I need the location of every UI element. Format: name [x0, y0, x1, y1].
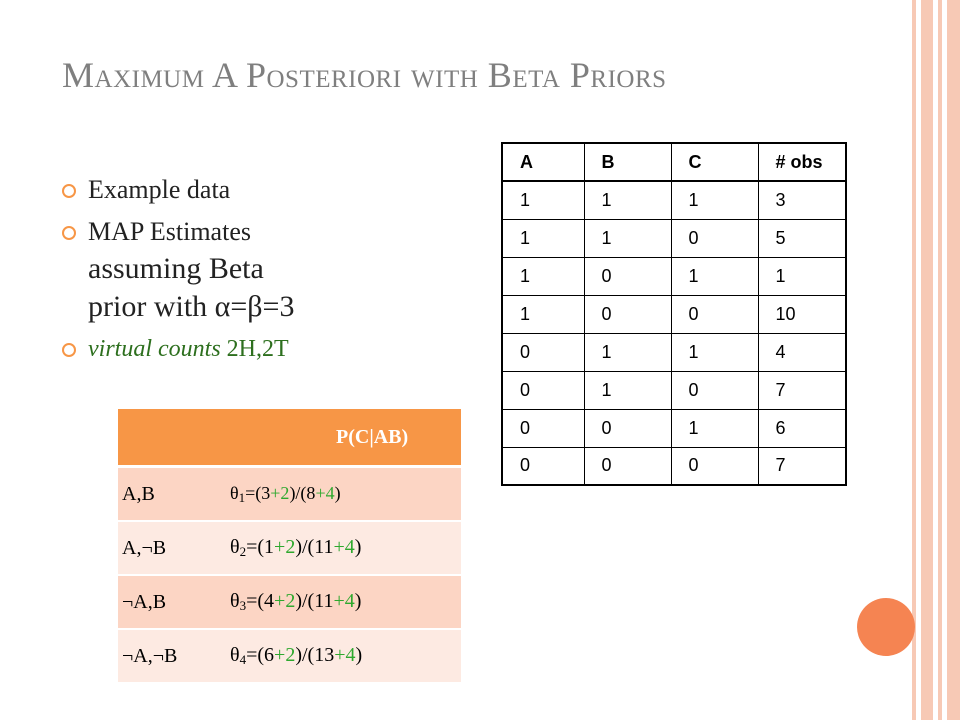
table-cell: 0 — [584, 257, 671, 295]
bullet-text: assuming Beta — [88, 252, 264, 285]
table-row — [502, 181, 846, 219]
table-cell: 1 — [584, 333, 671, 371]
stripe — [912, 0, 916, 720]
table-row — [502, 295, 846, 333]
virtual-count-text: +4 — [333, 590, 355, 612]
table-row — [502, 333, 846, 371]
table-cell: 0 — [671, 295, 758, 333]
theta-subscript: 2 — [239, 544, 247, 559]
table-cell: 0 — [671, 447, 758, 485]
bullet-virtual-counts — [62, 332, 442, 366]
theta-subscript: 3 — [239, 598, 247, 613]
stripe — [947, 0, 960, 720]
estimate-text: =(3 — [245, 482, 271, 503]
estimate-cell — [226, 521, 461, 575]
table-cell: 1 — [584, 181, 671, 219]
table-row — [502, 371, 846, 409]
theta-subscript: 4 — [239, 652, 247, 667]
estimate-text: =(4 — [246, 590, 275, 612]
decorative-stripes — [912, 0, 960, 720]
theta-subscript: 1 — [238, 489, 246, 505]
slide-title: Maximum A Posteriori with Beta Priors — [62, 55, 667, 95]
bullet-text: prior with α=β=3 — [88, 290, 295, 323]
table-cell: 0 — [502, 333, 584, 371]
table-cell: 0 — [502, 447, 584, 485]
table-cell: 7 — [758, 447, 846, 485]
table-row — [118, 467, 461, 522]
table-cell: 0 — [584, 409, 671, 447]
theta-estimates-table — [118, 409, 461, 684]
table-cell: 0 — [502, 409, 584, 447]
condition-cell: A,¬B — [118, 521, 226, 575]
table-cell: 1 — [502, 181, 584, 219]
estimate-text: ) — [354, 536, 362, 558]
theta-symbol: θ — [230, 644, 240, 666]
estimate-text: )/(13 — [295, 644, 335, 666]
bullet-icon — [62, 184, 76, 198]
bullet-text: Example data — [88, 175, 231, 204]
observations-table — [501, 142, 847, 486]
table-cell: 5 — [758, 219, 846, 257]
stripe — [938, 0, 942, 720]
column-header: # obs — [758, 143, 846, 181]
table-cell: 0 — [584, 295, 671, 333]
bullet-icon — [62, 226, 76, 240]
virtual-count-text: +4 — [334, 644, 356, 666]
estimate-cell — [226, 575, 461, 629]
estimate-text: =(1 — [246, 536, 275, 558]
table-row — [502, 219, 846, 257]
bullet-text: MAP Estimates — [88, 217, 251, 246]
virtual-count-text: +4 — [315, 482, 335, 503]
bullet-map-estimates — [62, 214, 442, 326]
table-header-row — [502, 143, 846, 181]
table-row — [118, 575, 461, 629]
column-header: C — [671, 143, 758, 181]
estimate-text: =(6 — [246, 644, 275, 666]
table-row — [118, 521, 461, 575]
column-header: P(C|AB) — [226, 409, 461, 467]
table-cell: 0 — [502, 371, 584, 409]
estimate-text: ) — [354, 590, 362, 612]
theta-symbol: θ — [230, 590, 240, 612]
condition-cell: ¬A,¬B — [118, 629, 226, 683]
table-row — [118, 629, 461, 683]
table-cell: 3 — [758, 181, 846, 219]
table-cell: 1 — [502, 295, 584, 333]
estimate-text: )/(8 — [289, 482, 316, 503]
bullet-example-data — [62, 172, 442, 208]
table-cell: 1 — [671, 181, 758, 219]
column-header-empty — [118, 409, 226, 467]
table-cell: 4 — [758, 333, 846, 371]
virtual-count-text: +2 — [274, 590, 296, 612]
estimate-cell — [226, 467, 461, 522]
virtual-count-text: +4 — [333, 536, 355, 558]
virtual-count-text: +2 — [270, 482, 290, 503]
table-cell: 0 — [584, 447, 671, 485]
bullet-list — [62, 172, 442, 372]
estimate-text: )/(11 — [295, 590, 334, 612]
estimate-text: ) — [334, 482, 341, 503]
table-header-row — [118, 409, 461, 467]
column-header: B — [584, 143, 671, 181]
table-row — [502, 257, 846, 295]
theta-symbol: θ — [230, 536, 240, 558]
table-cell: 1 — [502, 219, 584, 257]
estimate-text: )/(11 — [295, 536, 334, 558]
table-cell: 0 — [671, 219, 758, 257]
table-cell: 1 — [584, 371, 671, 409]
condition-cell: A,B — [118, 467, 226, 522]
bullet-text: 2H,2T — [220, 336, 289, 362]
stripe — [921, 0, 933, 720]
table-cell: 1 — [758, 257, 846, 295]
table-cell: 1 — [584, 219, 671, 257]
column-header: A — [502, 143, 584, 181]
table-cell: 10 — [758, 295, 846, 333]
virtual-count-text: +2 — [274, 644, 296, 666]
condition-cell: ¬A,B — [118, 575, 226, 629]
table-cell: 1 — [671, 409, 758, 447]
bullet-icon — [62, 343, 76, 357]
table-cell: 1 — [671, 257, 758, 295]
estimate-cell — [226, 629, 461, 683]
theta-symbol: θ — [230, 482, 239, 503]
table-row — [502, 409, 846, 447]
table-cell: 0 — [671, 371, 758, 409]
table-row — [502, 447, 846, 485]
bullet-text: virtual counts — [88, 336, 221, 362]
table-cell: 7 — [758, 371, 846, 409]
estimate-text: ) — [355, 644, 363, 666]
table-cell: 1 — [671, 333, 758, 371]
table-cell: 1 — [502, 257, 584, 295]
table-cell: 6 — [758, 409, 846, 447]
virtual-count-text: +2 — [274, 536, 296, 558]
decorative-circle — [857, 598, 915, 656]
